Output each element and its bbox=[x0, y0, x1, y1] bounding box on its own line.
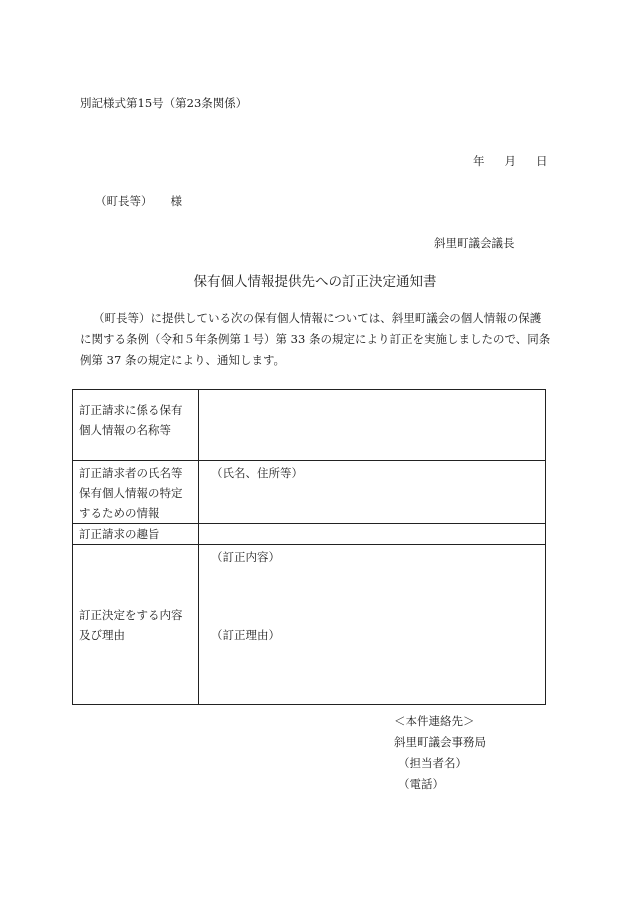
date-month: 月 bbox=[504, 154, 516, 168]
sender: 斜里町議会議長 bbox=[434, 236, 515, 250]
table-value-cell bbox=[199, 545, 546, 705]
notice-table bbox=[72, 389, 546, 705]
date-line bbox=[473, 153, 548, 169]
contact-phone: （電話） bbox=[398, 777, 444, 791]
row2-label-line3: するための情報 bbox=[79, 506, 160, 520]
table-row bbox=[73, 545, 546, 705]
body-line-1: （町長等）に提供している次の保有個人情報については、斜里町議会の個人情報の保護 bbox=[93, 311, 542, 325]
table-value-cell: （氏名、住所等） bbox=[199, 461, 546, 524]
row4-label-line2: 及び理由 bbox=[79, 627, 125, 642]
correction-reason-label: （訂正理由） bbox=[211, 628, 280, 642]
contact-person: （担当者名） bbox=[398, 756, 467, 770]
body-text bbox=[80, 308, 550, 371]
addressee-honorific: 様 bbox=[170, 194, 182, 208]
table-label-cell bbox=[73, 390, 199, 461]
table-value-cell bbox=[199, 390, 546, 461]
addressee bbox=[95, 193, 182, 209]
date-day: 日 bbox=[536, 154, 548, 168]
addressee-name: （町長等） bbox=[95, 194, 153, 208]
table-row bbox=[73, 524, 546, 545]
row4-label-line1: 訂正決定をする内容 bbox=[79, 607, 183, 622]
table-row bbox=[73, 390, 546, 461]
table-row bbox=[73, 461, 546, 524]
document-title: 保有個人情報提供先への訂正決定通知書 bbox=[193, 274, 437, 290]
body-line-3: 例第 37 条の規定により、通知します。 bbox=[80, 353, 286, 367]
table-label-cell bbox=[73, 545, 199, 705]
row2-label-line2: 保有個人情報の特定 bbox=[79, 486, 183, 500]
table-label-cell bbox=[73, 461, 199, 524]
correction-content-label: （訂正内容） bbox=[211, 550, 280, 564]
contact-block bbox=[394, 711, 486, 795]
date-year: 年 bbox=[473, 154, 485, 168]
row1-label-line2: 個人情報の名称等 bbox=[79, 423, 171, 437]
row2-label-line1: 訂正請求者の氏名等 bbox=[79, 466, 183, 480]
contact-office: 斜里町議会事務局 bbox=[394, 735, 486, 749]
contact-heading: ＜本件連絡先＞ bbox=[394, 714, 475, 728]
row1-label-line1: 訂正請求に係る保有 bbox=[79, 403, 183, 417]
form-number: 別記様式第15号（第23条関係） bbox=[80, 96, 248, 110]
table-value-cell bbox=[199, 524, 546, 545]
table-label-cell: 訂正請求の趣旨 bbox=[73, 524, 199, 545]
body-line-2: に関する条例（令和５年条例第１号）第 33 条の規定により訂正を実施しましたので、同条 bbox=[80, 332, 551, 346]
